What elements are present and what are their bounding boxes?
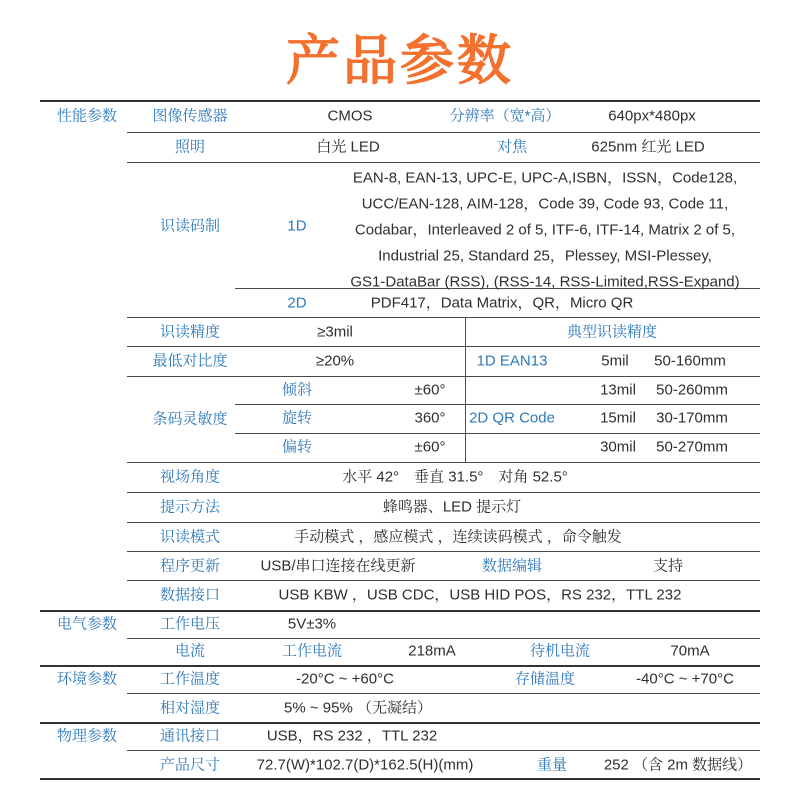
voltage-label: 工作电压 [159,615,221,633]
divider-line [127,162,760,163]
typical-range-value: 30-170mm [656,409,728,427]
section-border [40,610,760,612]
symbology-1d-label: 1D [287,217,307,235]
interface-label: 数据接口 [159,586,221,604]
precision-label: 识读精度 [159,323,221,341]
divider-line [127,317,760,318]
contrast-label: 最低对比度 [152,352,228,370]
section-label-electrical: 电气参数 [56,615,118,633]
current-label: 电流 [174,642,206,660]
work-current-label: 工作电流 [281,642,343,660]
page-title: 产品参数 [286,31,514,91]
comm-interface-value: USB，RS 232 ，TTL 232 [266,727,438,745]
symbology-2d-value: PDF417，Data Matrix，QR，Micro QR [370,294,634,312]
section-border [40,665,760,667]
skew-value: ±60° [414,438,446,456]
symbology-2d-label: 2D [287,294,307,312]
typical-range-value: 50-160mm [654,352,726,370]
section-border [40,722,760,724]
symbology-1d-line: UCC/EAN-128, AIM-128，Code 39, Code 93, Code 11, [361,195,729,213]
data-edit-label: 数据编辑 [481,557,543,575]
spec-table [40,100,760,780]
voltage-value: 5V±3% [287,615,337,633]
divider-line [127,580,760,581]
weight-label: 重量 [536,756,568,774]
standby-current-label: 待机电流 [529,642,591,660]
symbology-1d-line: GS1-DataBar (RSS), (RSS-14, RSS-Limited,RSS-Expand) [350,273,740,291]
image-sensor-label: 图像传感器 [152,107,228,125]
typical-range-value: 50-260mm [656,381,728,399]
section-label-environment: 环境参数 [56,670,118,688]
divider-line [127,551,760,552]
rotation-value: 360° [414,409,446,427]
work-temp-label: 工作温度 [159,670,221,688]
fov-label: 视场角度 [159,468,221,486]
divider-line [235,433,760,434]
skew-label: 偏转 [281,438,313,456]
illumination-value: 白光 LED [316,138,380,156]
divider-line [127,522,760,523]
table-bottom-border [40,778,760,780]
storage-temp-value: -40°C ~ +70°C [636,670,734,688]
symbology-1d-line: EAN-8, EAN-13, UPC-E, UPC-A,ISBN，ISSN，Code128, [352,169,738,187]
precision-value: ≥3mil [317,323,353,341]
typical-range-value: 50-270mm [656,438,728,456]
mode-value: 手动模式 ，感应模式 ，连续读码模式 ，命令触发 [294,528,622,546]
mode-label: 识读模式 [159,528,221,546]
typical-2d-label: 2D QR Code [469,409,555,427]
storage-temp-label: 存储温度 [514,670,576,688]
section-label-physical: 物理参数 [56,727,118,745]
table-top-border [40,100,760,102]
section-label-performance: 性能参数 [56,107,118,125]
typical-mil-value: 30mil [600,438,636,456]
contrast-value: ≥20% [315,352,355,370]
update-value: USB/串口连接在线更新 [260,557,416,575]
humidity-value: 5% ~ 95% （无凝结） [284,699,432,717]
pitch-label: 倾斜 [281,381,313,399]
prompt-label: 提示方法 [159,498,221,516]
typical-mil-value: 13mil [600,381,636,399]
typical-mil-value: 15mil [600,409,636,427]
data-edit-value: 支持 [652,557,684,575]
image-sensor-value: CMOS [327,107,373,125]
rotation-label: 旋转 [281,409,313,427]
fov-value: 水平 42° 垂直 31.5° 对角 52.5° [342,468,568,486]
symbology-label: 识读码制 [159,217,221,235]
typical-1d-label: 1D EAN13 [476,352,548,370]
work-temp-value: -20°C ~ +60°C [296,670,394,688]
prompt-value: 蜂鸣器、LED 提示灯 [382,498,522,516]
standby-current-value: 70mA [670,642,710,660]
divider-line [127,376,760,377]
divider-line [127,346,760,347]
update-label: 程序更新 [159,557,221,575]
divider-line [127,462,760,463]
typical-mil-value: 5mil [601,352,629,370]
divider-line [127,693,760,694]
divider-line [127,638,760,639]
typical-precision-divider [465,318,466,462]
divider-line [235,404,760,405]
work-current-value: 218mA [408,642,456,660]
resolution-label: 分辨率（宽*高） [449,107,561,125]
divider-line [127,492,760,493]
comm-interface-label: 通讯接口 [159,727,221,745]
illumination-label: 照明 [174,138,206,156]
sensitivity-label: 条码灵敏度 [152,410,228,428]
product-size-label: 产品尺寸 [159,756,221,774]
focus-label: 对焦 [496,138,528,156]
divider-line [127,750,760,751]
symbology-1d-line: Codabar，Interleaved 2 of 5, ITF-6, ITF-14, Matrix 2 of 5, [354,221,736,239]
weight-value: 252 （含 2m 数据线） [603,756,753,774]
humidity-label: 相对湿度 [159,699,221,717]
interface-value: USB KBW ，USB CDC，USB HID POS，RS 232，TTL 232 [278,586,682,604]
pitch-value: ±60° [414,381,446,399]
divider-line [127,132,760,133]
resolution-value: 640px*480px [608,107,696,125]
focus-value: 625nm 红光 LED [591,138,705,156]
typical-precision-header: 典型识读精度 [566,323,658,341]
symbology-1d-line: Industrial 25, Standard 25，Plessey, MSI-Plessey, [378,247,712,265]
product-size-value: 72.7(W)*102.7(D)*162.5(H)(mm) [256,756,474,774]
